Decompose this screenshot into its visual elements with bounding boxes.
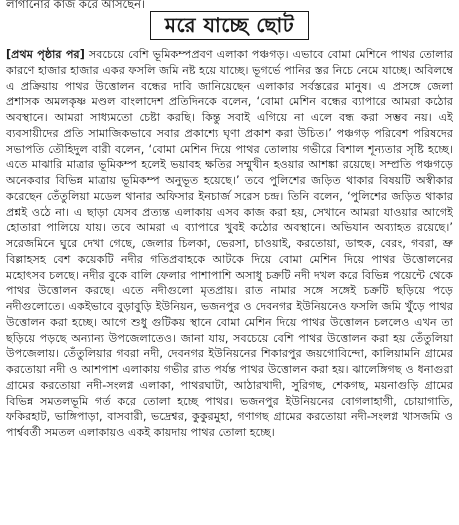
article-headline: মরে যাচ্ছে ছোট xyxy=(150,11,309,40)
article-body xyxy=(6,47,453,520)
continuation-label: [প্রথম পৃষ্ঠার পর] xyxy=(6,48,85,61)
previous-article-tail: লাগানোর কাজ করে আসছেন। xyxy=(6,0,146,9)
article-text: সবচেয়ে বেশি ভূমিকম্পপ্রবণ এলাকা পঞ্চগড়। এভাবে বোমা মেশিনে পাথর তোলার কারণে হাজার হাজার একর ফসলি জমি নষ্ট হয়ে যাচ্ছে। ভূগর্ভে পানির স্তর নিচে নেমে যাচ্ছে। অবিলম্বে এ প্রক্রিয়ায় পাথর উত্তোলন বন্ধের দাবি জানিয়েছেন এলাকার সর্বস্তরের মানুষ। এ প্রসঙ্গে জেলা প্রশাসক অমলকৃষ্ণ মণ্ডল বাংলাদেশ প্রতিদিনকে বলেন, ‘বোমা মেশিন বন্ধের ব্যাপারে আমরা কঠোর অবস্থানে। আমরা সাধ্যমতো চেষ্টা করছি। কিন্তু সবাই এগিয়ে না এলে বন্ধ করা সম্ভব নয়। এই ব্যবসায়ীদের প্রতি সামাজিকভাবে সবার প্রকাশ্যে ঘৃণা প্রকাশ করা উচিত।’ পঞ্চগড় পরিবেশ পরিষদের সভাপতি তৌহিদুল বারী বলেন, ‘বোমা মেশিন দিয়ে পাথর তোলায় গভীরে বিশাল শূন্যতার সৃষ্টি হচ্ছে। এতে মাঝারি মাত্রার ভূমিকম্প হলেই ভয়াবহ ক্ষতির সম্মুখীন হওয়ার আশঙ্কা রয়েছে। সম্প্রতি পঞ্চগড়ে অনেকবার বিভিন্ন মাত্রায় ভূমিকম্প অনুভূত হয়েছে।’ তবে পুলিশের জড়িত থাকার বিষয়টি অস্বীকার করেছেন তেঁতুলিয়া মডেল থানার অফিসার ইনচার্জ সরেস চন্দ্র। তিনি বলেন, ‘পুলিশের জড়িত থাকার প্রশ্নই ওঠে না। এ ছাড়া যেসব প্রত্যন্ত এলাকায় এসব কাজ করা হয়, সেখানে আমরা যাওয়ার আগেই হোতারা পালিয়ে যায়। তবে আমরা এ ব্যাপারে খুবই কঠোর অবস্থানে। অভিযান অব্যাহত রয়েছে।’ সরেজমিনে ঘুরে দেখা গেছে, জেলার চিলকা, ভেরসা, চাওয়াই, করতোয়া, ডাহুক, বেরং, গবরা, ভ্রু বিল্লাহসহ বেশ কয়েকটি নদীর গতিপ্রবাহকে আটকে দিয়ে বোমা মেশিন দিয়ে পাথর উত্তোলনের মহোৎসব চলছে। নদীর বুকে বালি ফেলার পাশাপাশি অসাধু চক্রটি নদী দখল করে বিভিন্ন পয়েন্টে থেকে পাথর উত্তোলন করছে। এতে নদীগুলো মৃতপ্রায়। রাত নামার সঙ্গে সঙ্গেই চক্রটি ছড়িয়ে পড়ে নদীগুলোতে। একইভাবে বুড়াবুড়ি ইউনিয়ন, ভজনপুর ও দেবনগর ইউনিয়নেও ফসলি জমি খুঁড়ে পাথর উত্তোলন করা হচ্ছে। আগে শুধু গুটিকয় স্থানে বোমা মেশিন দিয়ে পাথর উত্তোলন চললেও এখন তা ছড়িয়ে পড়ছে অন্যান্য উপজেলাতেও। জানা যায়, সবচেয়ে বেশি পাথর উত্তোলন করা হয় তেঁতুলিয়া উপজেলায়। তেঁতুলিয়ার গবরা নদী, দেবনগর ইউনিয়নের শিকারপুর জয়গোবিন্দো, কালিয়ামনি গ্রামের করতোয়া নদী ও আশপাশ এলাকায় গভীর রাত পর্যন্ত পাথর উত্তোলন করা হয়। ঝালেঙ্গিগছ ও ধনাগুরা গ্রামের করতোয়া নদী-সংলগ্ন এলাকা, পাথরঘাটা, আঠারখাদী, সুরিগছ, শেকগছ, ময়নাগুড়ি গ্রামের বিভিন্ন সমতলভূমি গর্ত করে তোলা হচ্ছে পাথর। ভজনপুর ইউনিয়নের বোগলাহাগী, চোয়াগাতি, ফকিরহাট, ভাঙ্গিপাড়া, বাসবারী, ভদ্রেশ্বর, কুকুরমুহা, গণাগছ গ্রামের করতোয়া নদী-সংলগ্ন খাসজমি ও পার্শ্ববর্তী সমতল এলাকায়ও একই কায়দায় পাথর তোলা হচ্ছে। xyxy=(6,48,453,439)
headline-container xyxy=(6,11,453,41)
